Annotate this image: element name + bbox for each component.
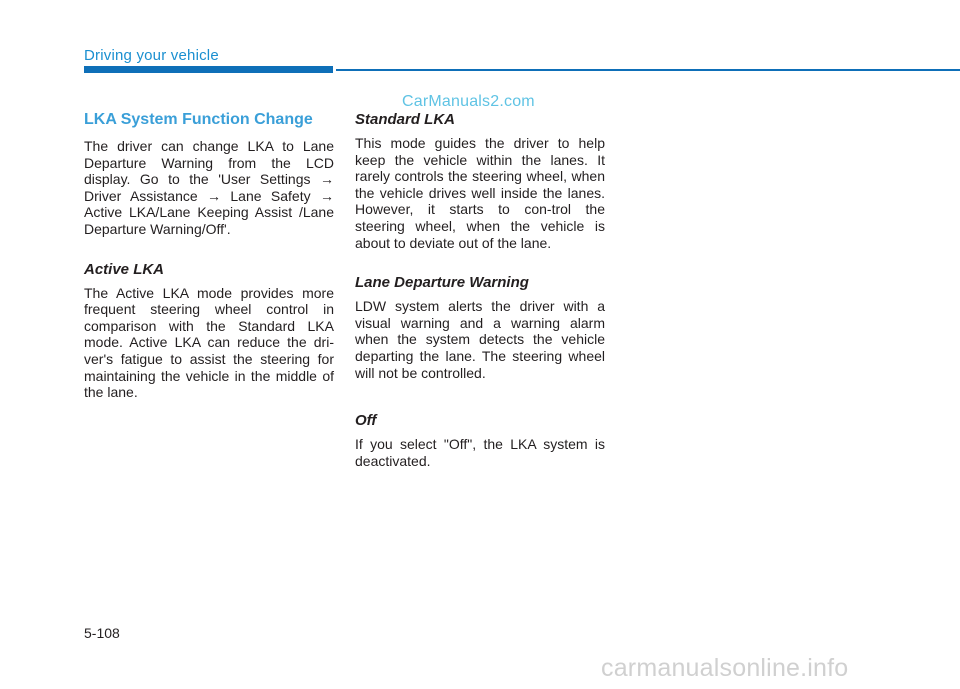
- off-paragraph: If you select "Off", the LKA system is deactivated.: [355, 436, 605, 469]
- watermark-bottom: carmanualsonline.info: [601, 654, 849, 682]
- off-heading: Off: [355, 412, 377, 430]
- header-rule-thick: [84, 66, 333, 73]
- active-lka-paragraph: The Active LKA mode provides more frequent steering wheel control in comparison with the Standard LKA mode. Active LKA can reduce the dri-ver's fatigue to assist the steering for maintaining the vehicle in the middle of the lane.: [84, 284, 334, 401]
- active-lka-heading: Active LKA: [84, 260, 165, 278]
- right-column: [355, 110, 605, 469]
- section-title: LKA System Function Change: [84, 111, 313, 128]
- lane-departure-warning-paragraph: LDW system alerts the driver with a visual warning and a warning alarm when the system detects the vehicle departing the lane. The steering wheel will not be controlled.: [355, 298, 605, 381]
- watermark-top: CarManuals2.com: [402, 93, 535, 110]
- standard-lka-heading: Standard LKA: [355, 111, 456, 128]
- intro-paragraph: The driver can change LKA to Lane Departure Warning from the LCD display. Go to the 'User Settings → Driver Assistance → Lane Safety → Active LKA/Lane Keeping Assist /Lane Departure Warning/Off'.: [84, 138, 334, 237]
- page-number: 5-108: [84, 625, 120, 641]
- header-rule-thin: [336, 69, 960, 71]
- standard-lka-paragraph: This mode guides the driver to help keep the vehicle within the lanes. It rarely controls the steering wheel, when the vehicle drives well inside the lanes. However, it starts to con-trol the steering wheel, when the vehicle is about to deviate out of the lane.: [355, 135, 605, 251]
- left-column: [84, 110, 334, 401]
- header-title: Driving your vehicle: [84, 47, 219, 64]
- lane-departure-warning-heading: Lane Departure Warning: [355, 274, 529, 292]
